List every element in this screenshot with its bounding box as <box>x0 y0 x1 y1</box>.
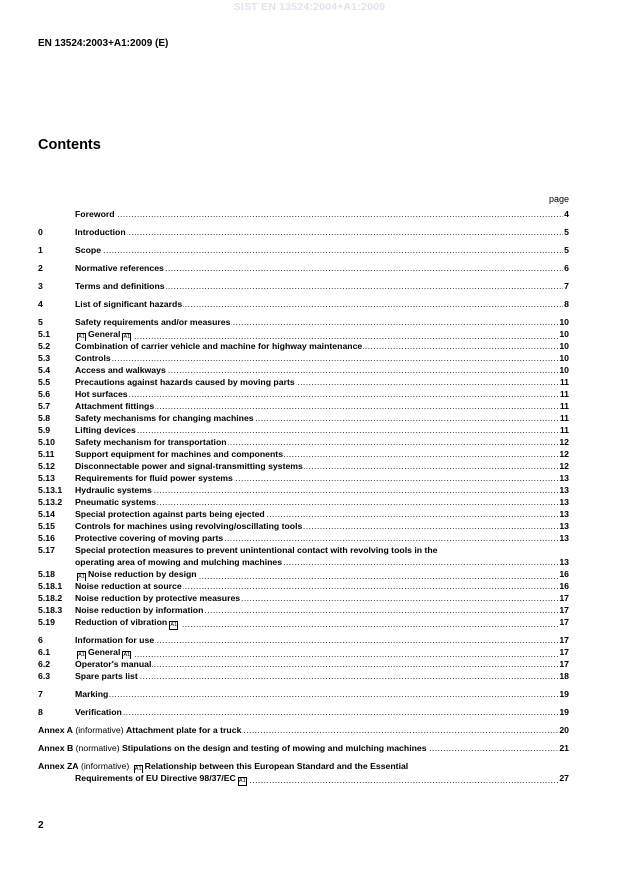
annex-type: (normative) <box>73 743 123 753</box>
toc-entry[interactable] <box>38 460 569 472</box>
entry-number: 5.17 <box>38 545 55 555</box>
entry-title: Controls for machines using revolving/oscillating tools <box>75 521 303 531</box>
entry-number: 5.11 <box>38 449 55 459</box>
toc-entry[interactable] <box>38 298 569 310</box>
entry-number: 7 <box>38 689 43 699</box>
annex-title-cell <box>38 742 558 754</box>
toc-entry[interactable] <box>38 604 569 616</box>
toc-entry[interactable] <box>38 364 569 376</box>
annex-title: Stipulations on the design and testing of mowing and mulching machines <box>122 743 427 753</box>
entry-title-cell <box>75 436 558 448</box>
entry-number: 6.2 <box>38 659 51 669</box>
toc-entry[interactable] <box>38 592 569 604</box>
toc-entry[interactable] <box>38 634 569 646</box>
entry-title: Spare parts list <box>75 671 138 681</box>
entry-number: 5.18.3 <box>38 605 63 615</box>
entry-number: 5.1 <box>38 329 51 339</box>
toc-entry[interactable] <box>38 532 569 544</box>
entry-page: 17 <box>559 659 569 669</box>
entry-page: 17 <box>559 605 569 615</box>
entry-page: 7 <box>564 281 569 291</box>
entry-page: 11 <box>559 413 569 423</box>
entry-page: 17 <box>559 593 569 603</box>
amendment-end-marker-icon: A1 <box>238 778 246 784</box>
toc-entry[interactable] <box>38 688 569 700</box>
entry-number: 5.18.1 <box>38 581 63 591</box>
table-of-contents <box>38 208 569 784</box>
annex-title-line1: Relationship between this European Standard and the Essential <box>144 761 409 771</box>
entry-page: 12 <box>559 461 569 471</box>
entry-title: Marking <box>75 689 109 699</box>
entry-number: 5.13 <box>38 473 55 483</box>
entry-number: 2 <box>38 263 43 273</box>
entry-title: Pneumatic systems <box>75 497 157 507</box>
toc-entry[interactable] <box>38 340 569 352</box>
entry-title-cell <box>75 658 558 670</box>
entry-title-cell <box>75 364 558 376</box>
entry-title: Requirements for fluid power systems <box>75 473 233 483</box>
entry-page: 11 <box>559 425 569 435</box>
entry-number: 5.3 <box>38 353 51 363</box>
entry-page: 10 <box>559 353 569 363</box>
entry-title: Controls <box>75 353 111 363</box>
entry-number: 5.18.2 <box>38 593 63 603</box>
entry-page: 18 <box>559 671 569 681</box>
entry-page: 13 <box>559 485 569 495</box>
entry-title-cell <box>75 520 558 532</box>
entry-number: 5 <box>38 317 43 327</box>
entry-title: Noise reduction by information <box>75 605 204 615</box>
page-number: 2 <box>38 820 44 831</box>
entry-title: Noise reduction at source <box>75 581 182 591</box>
toc-entry[interactable] <box>38 376 569 388</box>
entry-page: 10 <box>559 317 569 327</box>
toc-entry[interactable] <box>38 508 569 520</box>
entry-page: 16 <box>559 569 569 579</box>
toc-entry[interactable] <box>38 280 569 292</box>
annex-label: Annex A <box>38 725 73 735</box>
entry-title: Safety requirements and/or measures <box>75 317 231 327</box>
entry-number: 5.2 <box>38 341 51 351</box>
entry-number: 5.19 <box>38 617 55 627</box>
annex-page: 21 <box>559 743 569 753</box>
toc-entry[interactable] <box>38 316 569 328</box>
entry-page: 8 <box>564 299 569 309</box>
entry-page: 13 <box>559 533 569 543</box>
entry-title: Hot surfaces <box>75 389 128 399</box>
toc-entry[interactable] <box>38 472 569 484</box>
entry-title: Foreword <box>75 209 115 219</box>
entry-title-line2: operating area of mowing and mulching machines ..... <box>75 556 558 568</box>
entry-title: Information for use <box>75 635 155 645</box>
entry-title-cell <box>75 670 558 682</box>
entry-title: Noise reduction by design <box>88 569 197 579</box>
entry-number: 5.13.2 <box>38 497 63 507</box>
amendment-end-marker-icon: A1 <box>123 334 131 340</box>
annex-type: (informative) <box>78 761 132 771</box>
toc-entry[interactable] <box>38 388 569 400</box>
toc-entry[interactable] <box>38 616 569 628</box>
entry-title-cell <box>75 532 558 544</box>
entry-title-cell <box>75 208 563 220</box>
annex-type: (informative) <box>72 725 127 735</box>
entry-number: 5.7 <box>38 401 51 411</box>
entry-title-cell <box>75 496 558 508</box>
entry-number: 5.6 <box>38 389 51 399</box>
entry-title-cell <box>75 448 558 460</box>
entry-title: Special protection against parts being ejected <box>75 509 265 519</box>
watermark: SIST EN 13524:2004+A1:2009 <box>233 1 386 13</box>
amendment-start-marker-icon: A1 <box>78 334 85 340</box>
entry-number: 5.15 <box>38 521 55 531</box>
entry-title: Disconnectable power and signal-transmitting systems <box>75 461 303 471</box>
entry-page: 13 <box>559 509 569 519</box>
entry-title-cell <box>75 340 558 352</box>
toc-entry[interactable] <box>38 436 569 448</box>
entry-page: 19 <box>559 707 569 717</box>
amendment-start-marker-icon: A1 <box>78 652 85 658</box>
entry-title-cell <box>75 376 559 388</box>
annex-label: Annex ZA <box>38 761 79 771</box>
entry-page: 12 <box>559 437 569 447</box>
entry-title-cell <box>75 616 558 630</box>
entry-page: 13 <box>559 521 569 531</box>
annex-entry[interactable] <box>38 724 569 736</box>
toc-entry[interactable] <box>38 448 569 460</box>
entry-page: 10 <box>559 341 569 351</box>
entry-number: 4 <box>38 299 43 309</box>
entry-page: 13 <box>559 497 569 507</box>
page-column-label: page <box>548 194 569 204</box>
entry-title: Verification <box>75 707 122 717</box>
entry-title-cell <box>75 688 558 700</box>
entry-title-cell <box>75 262 563 274</box>
entry-number: 5.9 <box>38 425 51 435</box>
entry-title: Hydraulic systems <box>75 485 152 495</box>
entry-title-cell <box>75 280 563 292</box>
entry-number: 5.10 <box>38 437 55 447</box>
entry-page: 11 <box>559 401 569 411</box>
entry-title: Precautions against hazards caused by moving parts <box>75 377 295 387</box>
toc-entry[interactable] <box>38 244 569 256</box>
entry-title: Operator's manual <box>75 659 152 669</box>
toc-entry[interactable] <box>38 400 569 412</box>
entry-page: 5 <box>564 245 569 255</box>
entry-title: Introduction <box>75 227 126 237</box>
entry-title: List of significant hazards <box>75 299 183 309</box>
entry-number: 5.13.1 <box>38 485 63 495</box>
annex-entry[interactable] <box>38 742 569 754</box>
toc-entry[interactable] <box>38 496 569 508</box>
annex-title-line2: Requirements of EU Directive 98/37/EC A1 ..... <box>75 772 558 786</box>
entry-title-cell <box>75 604 558 616</box>
toc-entry[interactable] <box>38 208 569 220</box>
entry-page: 17 <box>559 647 569 657</box>
toc-entry[interactable] <box>38 412 569 424</box>
toc-entry[interactable] <box>38 670 569 682</box>
toc-entry[interactable] <box>38 580 569 592</box>
entry-number: 0 <box>38 227 43 237</box>
toc-entry[interactable] <box>38 226 569 238</box>
entry-page: 17 <box>559 617 569 627</box>
toc-entry[interactable] <box>38 424 569 436</box>
entry-page: 10 <box>559 329 569 339</box>
entry-title-cell <box>75 460 558 472</box>
entry-number: 5.16 <box>38 533 55 543</box>
entry-title-cell <box>75 244 563 256</box>
entry-title: General <box>88 329 121 339</box>
entry-title-cell <box>75 316 558 328</box>
toc-entry[interactable] <box>38 706 569 718</box>
entry-page: 17 <box>559 635 569 645</box>
entry-number: 1 <box>38 245 43 255</box>
amendment-end-marker-icon: A1 <box>170 622 178 628</box>
entry-title: Support equipment for machines and components <box>75 449 284 459</box>
entry-title: Attachment fittings <box>75 401 155 411</box>
entry-number: 5.12 <box>38 461 55 471</box>
entry-number: 8 <box>38 707 43 717</box>
entry-title-cell <box>75 352 558 364</box>
entry-page: 11 <box>559 377 569 387</box>
entry-page: 19 <box>559 689 569 699</box>
toc-entry[interactable] <box>38 484 569 496</box>
entry-number: 6.3 <box>38 671 51 681</box>
entry-title-cell <box>75 226 563 238</box>
amendment-start-marker-icon: A1 <box>134 766 142 772</box>
amendment-end-marker-icon: A1 <box>123 652 131 658</box>
entry-number: 5.5 <box>38 377 51 387</box>
entry-title: Protective covering of moving parts <box>75 533 224 543</box>
toc-entry[interactable] <box>38 262 569 274</box>
annex-label: Annex B <box>38 743 74 753</box>
entry-title: General <box>88 647 121 657</box>
entry-title-cell <box>75 388 559 400</box>
entry-title: Reduction of vibration <box>75 617 168 627</box>
entry-title-cell <box>75 484 558 496</box>
entry-page: 5 <box>564 227 569 237</box>
entry-title: Access and walkways <box>75 365 166 375</box>
entry-title: Safety mechanism for transportation <box>75 437 227 447</box>
annex-title: Attachment plate for a truck <box>126 725 242 735</box>
entry-number: 6.1 <box>38 647 51 657</box>
entry-number: 5.8 <box>38 413 51 423</box>
entry-title: Terms and definitions <box>75 281 165 291</box>
annex-title-cell <box>38 724 558 736</box>
annex-entry[interactable] <box>38 760 569 784</box>
entry-title-cell <box>75 412 559 424</box>
toc-entry[interactable] <box>38 568 569 580</box>
document-id: EN 13524:2003+A1:2009 (E) <box>38 38 169 49</box>
entry-number: 3 <box>38 281 43 291</box>
entry-number: 5.14 <box>38 509 55 519</box>
entry-title: Normative references <box>75 263 164 273</box>
toc-entry[interactable] <box>38 544 569 568</box>
entry-page: 10 <box>559 365 569 375</box>
toc-entry[interactable] <box>38 520 569 532</box>
toc-entry[interactable] <box>38 352 569 364</box>
entry-title-cell <box>75 298 563 310</box>
contents-heading: Contents <box>38 137 101 153</box>
entry-title: Combination of carrier vehicle and machine for highway maintenance <box>75 341 363 351</box>
entry-page: 12 <box>559 449 569 459</box>
entry-title-cell <box>75 706 558 718</box>
entry-title-cell <box>75 592 558 604</box>
entry-title: Noise reduction by protective measures <box>75 593 241 603</box>
toc-entry[interactable] <box>38 328 569 340</box>
entry-title-cell <box>75 400 559 412</box>
entry-title-line1: Special protection measures to prevent unintentional contact with revolving tools in the <box>75 545 438 555</box>
annex-page: 20 <box>559 725 569 735</box>
entry-title-cell <box>75 472 558 484</box>
annex-page: 27 <box>558 772 569 786</box>
toc-entry[interactable] <box>38 658 569 670</box>
entry-title-cell <box>75 508 558 520</box>
entry-page: 6 <box>564 263 569 273</box>
entry-title: Lifting devices <box>75 425 136 435</box>
entry-number: 5.4 <box>38 365 51 375</box>
entry-title-cell <box>75 580 558 592</box>
entry-page: 4 <box>564 209 569 219</box>
entry-page: 16 <box>559 581 569 591</box>
entry-number: 6 <box>38 635 43 645</box>
entry-number: 5.18 <box>38 569 55 579</box>
entry-title-cell <box>75 634 558 646</box>
entry-page: 13 <box>559 473 569 483</box>
entry-page: 13 <box>559 557 569 567</box>
amendment-start-marker-icon: A1 <box>78 574 85 580</box>
entry-title-cell <box>75 424 559 436</box>
entry-title: Safety mechanisms for changing machines <box>75 413 254 423</box>
toc-entry[interactable] <box>38 646 569 658</box>
entry-title: Scope <box>75 245 102 255</box>
entry-page: 11 <box>559 389 569 399</box>
